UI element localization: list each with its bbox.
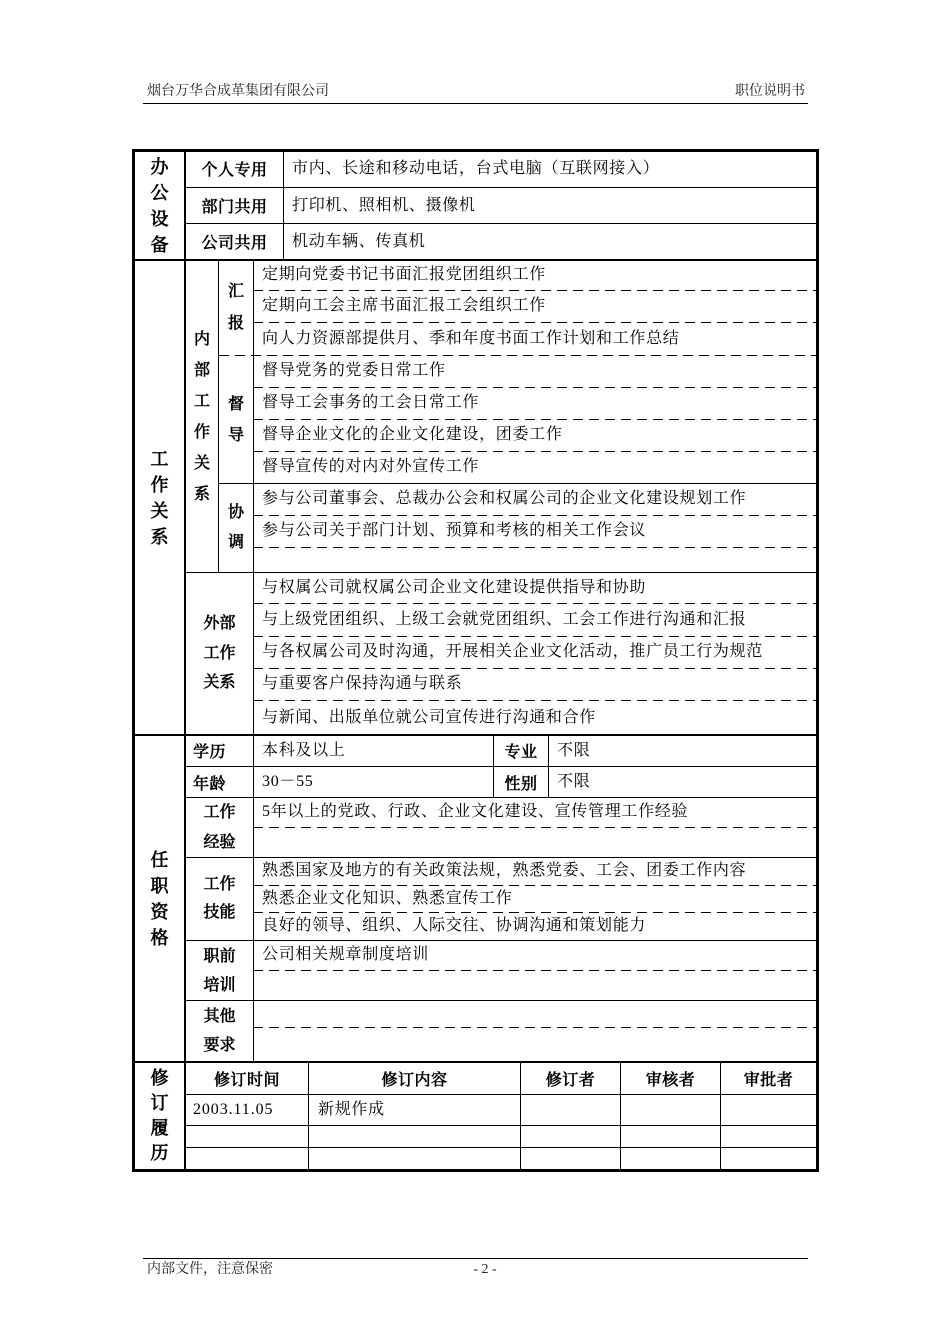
external-item: 与权属公司就权属公司企业文化建设提供指导和协助 <box>262 579 647 596</box>
coordinate-label: 协调 <box>227 504 244 551</box>
external-item: 与各权属公司及时沟通，开展相关企业文化活动，推广员工行为规范 <box>262 643 764 660</box>
age-label-cell <box>186 767 253 797</box>
training-label: 职前培训 <box>203 947 236 994</box>
column-header-approver <box>721 1062 816 1094</box>
grid-line <box>253 735 254 1062</box>
personal-use-value: 市内、长途和移动电话，台式电脑（互联网接入） <box>292 160 660 177</box>
revision-content: 新规作成 <box>318 1101 385 1118</box>
skills-item: 熟悉企业文化知识、熟悉宣传工作 <box>262 890 513 907</box>
age-label: 年龄 <box>193 775 227 793</box>
supervise-label: 督导 <box>227 395 244 444</box>
external-item: 与重要客户保持沟通与联系 <box>262 675 463 692</box>
education-label: 学历 <box>193 744 227 761</box>
major-label-cell <box>494 735 548 766</box>
revision-history-section-label: 修订履历 <box>150 1068 169 1163</box>
experience-item: 5年以上的党政、行政、企业文化建设、宣传管理工作经验 <box>262 803 689 820</box>
column-header-label: 审批者 <box>743 1071 794 1089</box>
external-relations-label-cell <box>186 573 253 734</box>
report-label: 汇报 <box>227 283 244 332</box>
column-header-label: 修订者 <box>545 1071 596 1089</box>
supervise-item: 督导工会事务的工会日常工作 <box>262 394 480 411</box>
company-shared-label: 公司共用 <box>201 235 268 252</box>
supervise-item: 督导宣传的对内对外宣传工作 <box>262 458 480 475</box>
age-value: 30－55 <box>262 773 314 790</box>
work-relations-section-label: 工作关系 <box>150 448 169 547</box>
grid-line-dashed <box>253 827 816 828</box>
education-value: 本科及以上 <box>262 742 346 759</box>
external-item: 与上级党团组织、上级工会就党团组织、工会工作进行沟通和汇报 <box>262 611 747 628</box>
skills-item: 良好的领导、组织、人际交往、协调沟通和策划能力 <box>262 917 647 934</box>
other-requirements-label-cell <box>186 1001 253 1061</box>
grid-line <box>185 1125 816 1126</box>
internal-relations-label: 内部工作关系 <box>193 330 210 503</box>
grid-line <box>283 150 284 260</box>
report-item: 定期向工会主席书面汇报工会组织工作 <box>262 297 546 314</box>
revision-history-label-cell <box>135 1063 184 1169</box>
grid-line <box>185 1147 816 1148</box>
coordinate-label-cell <box>219 484 253 572</box>
personal-use-label: 个人专用 <box>201 162 268 179</box>
revision-date: 2003.11.05 <box>193 1101 274 1118</box>
work-relations-label-cell <box>135 261 184 734</box>
experience-label-cell <box>186 798 253 857</box>
column-header-reviewer <box>621 1062 720 1094</box>
column-header-label: 修订时间 <box>213 1071 280 1089</box>
office-equipment-label-cell <box>135 152 184 259</box>
external-item: 与新闻、出版单位就公司宣传进行沟通和合作 <box>262 709 597 726</box>
skills-label-cell <box>186 858 253 940</box>
supervise-item: 督导企业文化的企业文化建设，团委工作 <box>262 426 563 443</box>
office-equipment-section-label: 办公设备 <box>150 156 169 255</box>
column-header-label: 审核者 <box>645 1071 696 1089</box>
gender-value: 不限 <box>557 773 591 790</box>
grid-line <box>185 1000 816 1001</box>
coordinate-item: 参与公司关于部门计划、预算和考核的相关工作会议 <box>262 522 647 539</box>
company-name: 烟台万华合成革集团有限公司 <box>147 84 329 99</box>
supervise-item: 督导党务的党委日常工作 <box>262 362 446 379</box>
grid-line <box>253 260 254 735</box>
company-shared-value: 机动车辆、传真机 <box>292 233 426 250</box>
education-label-cell <box>186 735 253 766</box>
qualifications-label-cell <box>135 736 184 1061</box>
report-item: 定期向党委书记书面汇报党团组织工作 <box>262 266 546 283</box>
major-value: 不限 <box>557 742 591 759</box>
grid-line-dashed <box>253 970 816 971</box>
footer-rule <box>143 1258 808 1259</box>
column-header-revision-content <box>309 1062 520 1094</box>
company-shared-label-cell <box>186 224 283 259</box>
column-header-reviser <box>521 1062 620 1094</box>
qualifications-section-label: 任职资格 <box>150 849 169 948</box>
column-header-label: 修订内容 <box>381 1071 448 1089</box>
skills-label: 工作技能 <box>203 876 236 921</box>
document-title: 职位说明书 <box>735 84 805 99</box>
coordinate-item: 参与公司董事会、总裁办公会和权属公司的企业文化建设规划工作 <box>262 490 747 507</box>
training-label-cell <box>186 941 253 1000</box>
grid-line-dashed <box>253 547 816 548</box>
grid-line <box>185 1094 816 1095</box>
report-item: 向人力资源部提供月、季和年度书面工作计划和工作总结 <box>262 330 680 347</box>
report-label-cell <box>219 261 253 355</box>
major-label: 专业 <box>504 744 538 761</box>
confidential-notice: 内部文件，注意保密 <box>147 1262 273 1277</box>
other-requirements-label: 其他要求 <box>203 1008 236 1054</box>
grid-line-dashed <box>253 1027 816 1028</box>
supervise-label-cell <box>219 356 253 483</box>
gender-label: 性别 <box>504 775 538 793</box>
training-item: 公司相关规章制度培训 <box>262 946 430 963</box>
personal-use-label-cell <box>186 150 283 187</box>
skills-item: 熟悉国家及地方的有关政策法规，熟悉党委、工会、团委工作内容 <box>262 862 747 879</box>
department-shared-value: 打印机、照相机、摄像机 <box>292 197 476 214</box>
gender-label-cell <box>494 767 548 797</box>
column-header-revision-date <box>186 1062 308 1094</box>
department-shared-label: 部门共用 <box>201 199 268 216</box>
internal-relations-label-cell <box>186 261 218 572</box>
header-rule <box>143 103 808 104</box>
department-shared-label-cell <box>186 188 283 223</box>
page-number: - 2 - <box>473 1262 497 1277</box>
experience-label: 工作经验 <box>203 803 236 851</box>
external-relations-label: 外部工作关系 <box>203 615 236 692</box>
